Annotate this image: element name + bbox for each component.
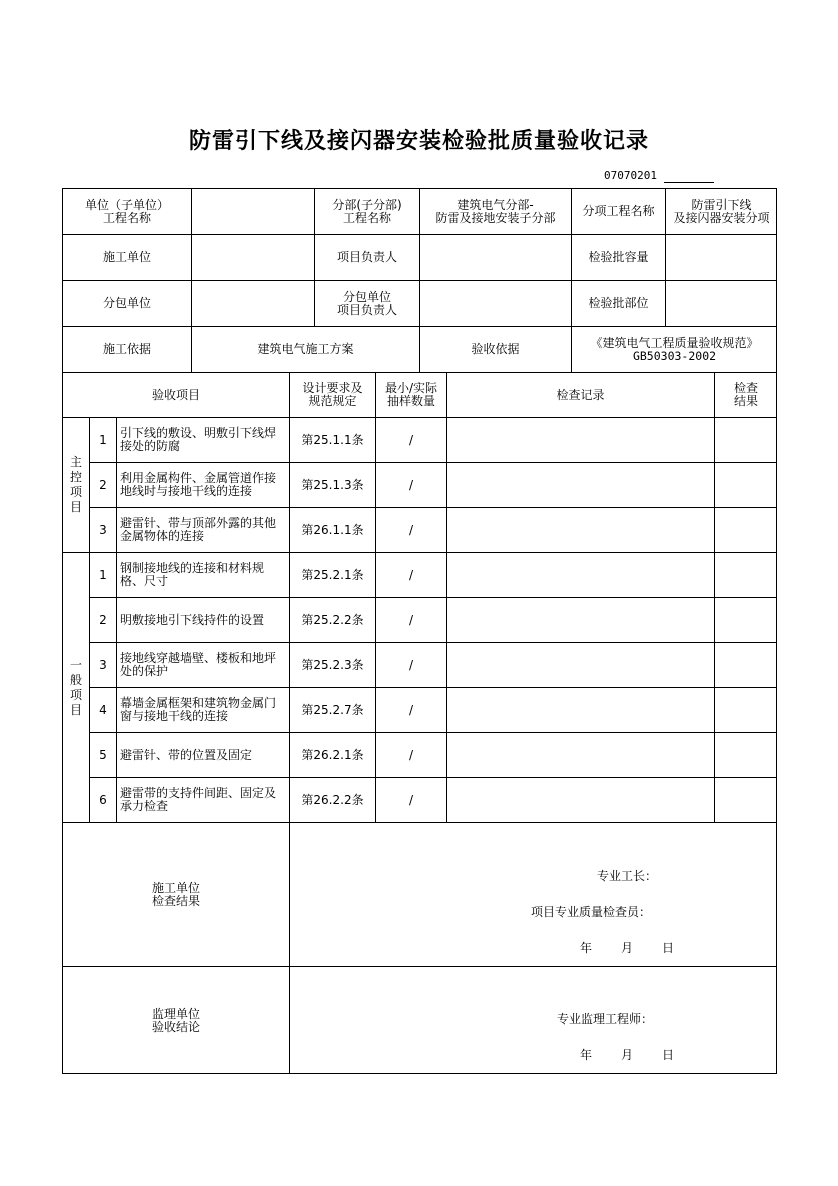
division-label bbox=[314, 188, 419, 234]
part-value[interactable] bbox=[665, 280, 777, 326]
basis-value bbox=[191, 326, 419, 372]
general-no-text: 1 bbox=[99, 567, 107, 582]
general-no bbox=[89, 777, 116, 822]
accept-basis-label-text: 验收依据 bbox=[471, 342, 520, 356]
sup-year-label: 年 bbox=[580, 1048, 593, 1062]
general-record[interactable] bbox=[446, 642, 714, 687]
main-no-text: 2 bbox=[99, 477, 107, 492]
general-record[interactable] bbox=[446, 597, 714, 642]
general-name-text: 钢制接地线的连接和材料规格、尺寸 bbox=[120, 561, 265, 588]
form-grid bbox=[62, 188, 777, 1074]
part-label bbox=[571, 280, 665, 326]
general-name bbox=[116, 732, 289, 777]
main-sample bbox=[375, 417, 446, 462]
main-no bbox=[89, 417, 116, 462]
subitem-label bbox=[571, 188, 665, 234]
general-name-text: 接地线穿越墙壁、楼板和地坪处的保护 bbox=[120, 651, 277, 678]
contractor-label-text: 施工单位 bbox=[102, 250, 151, 264]
general-spec bbox=[289, 642, 375, 687]
supervision-area[interactable] bbox=[289, 966, 777, 1074]
main-name bbox=[116, 417, 289, 462]
general-no-text: 6 bbox=[99, 792, 107, 807]
general-spec-text: 第25.2.7条 bbox=[301, 702, 364, 717]
code-blank[interactable] bbox=[664, 182, 714, 183]
main-no bbox=[89, 462, 116, 507]
page-title: 防雷引下线及接闪器安装检验批质量验收记录 bbox=[188, 128, 649, 154]
general-record[interactable] bbox=[446, 687, 714, 732]
sup-day-label: 日 bbox=[662, 1048, 675, 1062]
general-result[interactable] bbox=[714, 642, 777, 687]
main-record[interactable] bbox=[446, 462, 714, 507]
col-result bbox=[714, 372, 777, 417]
month-label: 月 bbox=[621, 941, 634, 955]
supervision-label-text: 验收结论 bbox=[151, 1019, 200, 1034]
main-group-text: 主控项目 bbox=[69, 455, 82, 514]
general-sample bbox=[375, 687, 446, 732]
unit-value[interactable] bbox=[191, 188, 314, 234]
subitem-value bbox=[665, 188, 777, 234]
general-spec bbox=[289, 687, 375, 732]
sup-month-label: 月 bbox=[621, 1048, 634, 1062]
main-result[interactable] bbox=[714, 417, 777, 462]
main-spec bbox=[289, 507, 375, 552]
general-sample-text: / bbox=[408, 567, 414, 582]
general-no bbox=[89, 552, 116, 597]
main-record[interactable] bbox=[446, 417, 714, 462]
general-result[interactable] bbox=[714, 687, 777, 732]
engineer-label: 专业监理工程师： bbox=[557, 1012, 654, 1026]
contractor-value[interactable] bbox=[191, 234, 314, 280]
sub-value[interactable] bbox=[191, 280, 314, 326]
main-name-text: 避雷针、带与顶部外露的其他金属物体的连接 bbox=[120, 516, 277, 543]
general-name-text: 明敷接地引下线持件的设置 bbox=[120, 612, 265, 627]
sub-pm-label-text: 项目负责人 bbox=[336, 302, 397, 317]
main-sample-text: / bbox=[408, 522, 414, 537]
general-name bbox=[116, 777, 289, 822]
col-item bbox=[62, 372, 289, 417]
main-spec-text: 第25.1.1条 bbox=[301, 432, 364, 447]
general-spec-text: 第25.2.1条 bbox=[301, 567, 364, 582]
general-sample-text: / bbox=[408, 702, 414, 717]
main-no-text: 1 bbox=[99, 432, 107, 447]
main-sample bbox=[375, 462, 446, 507]
general-name-text: 避雷针、带的位置及固定 bbox=[120, 747, 253, 762]
construction-check-label-text: 施工单位 bbox=[151, 880, 200, 895]
general-record[interactable] bbox=[446, 777, 714, 822]
general-sample-text: / bbox=[408, 612, 414, 627]
division-value-text: 建筑电气分部- bbox=[457, 197, 534, 212]
sub-pm-value[interactable] bbox=[419, 280, 571, 326]
subitem-label-text: 分项工程名称 bbox=[582, 204, 655, 218]
col-record bbox=[446, 372, 714, 417]
accept-basis-value bbox=[571, 326, 777, 372]
main-spec-text: 第26.1.1条 bbox=[301, 522, 364, 537]
general-record[interactable] bbox=[446, 552, 714, 597]
main-result[interactable] bbox=[714, 507, 777, 552]
sub-label-text: 分包单位 bbox=[102, 296, 151, 310]
unit-label-text: 工程名称 bbox=[102, 210, 151, 225]
pm-value[interactable] bbox=[419, 234, 571, 280]
division-label-text: 分部(子分部) bbox=[332, 197, 402, 212]
main-name bbox=[116, 462, 289, 507]
general-result[interactable] bbox=[714, 597, 777, 642]
general-no-text: 5 bbox=[99, 747, 107, 762]
general-spec bbox=[289, 552, 375, 597]
capacity-label bbox=[571, 234, 665, 280]
general-result[interactable] bbox=[714, 732, 777, 777]
main-no bbox=[89, 507, 116, 552]
general-spec bbox=[289, 732, 375, 777]
general-name bbox=[116, 597, 289, 642]
general-name bbox=[116, 642, 289, 687]
pm-label bbox=[314, 234, 419, 280]
pm-label-text: 项目负责人 bbox=[336, 250, 397, 264]
col-result-text: 结果 bbox=[733, 394, 758, 408]
main-sample-text: / bbox=[408, 432, 414, 447]
sub-pm-label bbox=[314, 280, 419, 326]
unit-label-text: 单位（子单位） bbox=[84, 197, 169, 212]
construction-check-label bbox=[62, 822, 289, 966]
col-design-text: 设计要求及 bbox=[302, 381, 363, 395]
form-code: 07070201 bbox=[604, 169, 657, 182]
main-name-text: 引下线的敷设、明敷引下线焊接处的防腐 bbox=[120, 426, 277, 453]
general-spec-text: 第26.2.2条 bbox=[301, 792, 364, 807]
col-sample-text: 抽样数量 bbox=[386, 394, 435, 408]
division-value-text: 防雷及接地安装子分部 bbox=[435, 210, 556, 225]
col-record-text: 检查记录 bbox=[556, 387, 605, 402]
main-spec bbox=[289, 417, 375, 462]
general-sample bbox=[375, 777, 446, 822]
main-sample-text: / bbox=[408, 477, 414, 492]
general-name bbox=[116, 552, 289, 597]
general-no-text: 2 bbox=[99, 612, 107, 627]
general-record[interactable] bbox=[446, 732, 714, 777]
general-sample-text: / bbox=[408, 657, 414, 672]
subitem-value-text: 及接闪器安装分项 bbox=[673, 210, 770, 225]
contractor-label bbox=[62, 234, 191, 280]
general-spec bbox=[289, 777, 375, 822]
accept-basis-label bbox=[419, 326, 571, 372]
part-label-text: 检验批部位 bbox=[588, 296, 649, 310]
accept-basis-value-text: 《建筑电气工程质量验收规范》 bbox=[590, 335, 759, 350]
unit-label bbox=[62, 188, 191, 234]
accept-basis-value-text: GB50303-2002 bbox=[632, 348, 717, 363]
general-group-text: 一般项目 bbox=[69, 657, 82, 717]
sub-pm-label-text: 分包单位 bbox=[342, 289, 391, 304]
general-sample bbox=[375, 642, 446, 687]
col-sample-text: 最小/实际 bbox=[384, 381, 438, 395]
sub-label bbox=[62, 280, 191, 326]
general-result[interactable] bbox=[714, 777, 777, 822]
general-sample bbox=[375, 552, 446, 597]
supervision-label-text: 监理单位 bbox=[151, 1006, 200, 1021]
inspector-label: 项目专业质量检查员： bbox=[531, 905, 652, 919]
basis-value-text: 建筑电气施工方案 bbox=[257, 342, 354, 356]
construction-check-label-text: 检查结果 bbox=[151, 893, 200, 908]
general-no bbox=[89, 732, 116, 777]
main-record[interactable] bbox=[446, 507, 714, 552]
main-result[interactable] bbox=[714, 462, 777, 507]
general-no bbox=[89, 597, 116, 642]
basis-label bbox=[62, 326, 191, 372]
capacity-value[interactable] bbox=[665, 234, 777, 280]
general-no-text: 3 bbox=[99, 657, 107, 672]
foreman-label: 专业工长： bbox=[597, 869, 658, 883]
general-spec bbox=[289, 597, 375, 642]
general-sample bbox=[375, 597, 446, 642]
general-no bbox=[89, 642, 116, 687]
basis-label-text: 施工依据 bbox=[102, 342, 151, 356]
col-sample bbox=[375, 372, 446, 417]
col-design bbox=[289, 372, 375, 417]
general-no-text: 4 bbox=[99, 702, 107, 717]
subitem-value-text: 防雷引下线 bbox=[691, 197, 752, 212]
main-sample bbox=[375, 507, 446, 552]
main-name bbox=[116, 507, 289, 552]
day-label: 日 bbox=[662, 941, 675, 955]
division-value bbox=[419, 188, 571, 234]
main-spec-text: 第25.1.3条 bbox=[301, 477, 364, 492]
supervision-label bbox=[62, 966, 289, 1074]
general-spec-text: 第25.2.2条 bbox=[301, 612, 364, 627]
general-spec-text: 第26.2.1条 bbox=[301, 747, 364, 762]
year-label: 年 bbox=[580, 941, 593, 955]
general-sample-text: / bbox=[408, 792, 414, 807]
col-design-text: 规范规定 bbox=[308, 394, 357, 408]
col-item-text: 验收项目 bbox=[151, 387, 200, 402]
general-name bbox=[116, 687, 289, 732]
main-no-text: 3 bbox=[99, 522, 107, 537]
general-spec-text: 第25.2.3条 bbox=[301, 657, 364, 672]
general-no bbox=[89, 687, 116, 732]
main-spec bbox=[289, 462, 375, 507]
division-label-text: 工程名称 bbox=[342, 210, 391, 225]
general-name-text: 避雷带的支持件间距、固定及承力检查 bbox=[120, 786, 277, 813]
general-sample bbox=[375, 732, 446, 777]
col-result-text: 检查 bbox=[733, 381, 758, 395]
capacity-label-text: 检验批容量 bbox=[588, 250, 649, 264]
main-group-label bbox=[62, 417, 89, 552]
general-name-text: 幕墙金属框架和建筑物金属门窗与接地干线的连接 bbox=[120, 696, 277, 723]
general-group-label bbox=[62, 552, 89, 822]
main-name-text: 利用金属构件、金属管道作接地线时与接地干线的连接 bbox=[120, 471, 277, 498]
general-result[interactable] bbox=[714, 552, 777, 597]
general-sample-text: / bbox=[408, 747, 414, 762]
construction-check-area[interactable] bbox=[289, 822, 777, 966]
